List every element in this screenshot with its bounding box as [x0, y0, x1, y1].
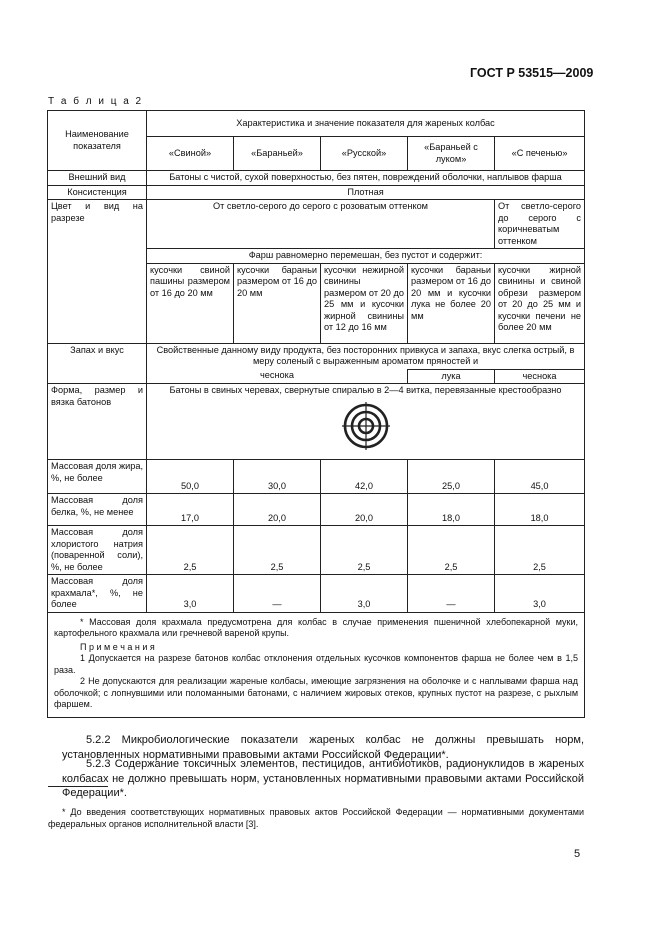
protein-pork: 17,0: [147, 494, 234, 526]
starch-liver: 3,0: [495, 575, 585, 613]
page-number: 5: [574, 848, 581, 860]
smell-garlic-liver: чеснока: [495, 369, 585, 384]
fat-pork: 50,0: [147, 460, 234, 494]
fat-russian: 42,0: [321, 460, 408, 494]
note-1: 1 Допускается на разрезе батонов колбас отклонения отдельных кусочков компонентов фарша не более чем в 1,5 раза.: [54, 653, 579, 675]
salt-liver: 2,5: [495, 526, 585, 575]
col-header-group: Характеристика и значение показателя для жареных колбас: [147, 111, 585, 137]
note-2: 2 Не допускаются для реализации жареные колбасы, имеющие загрязнения на оболочке и с наплывами фарша над оболочкой; с лопнувшими или поломанными батонами, с наличием жировых отеков, крупных пустот на разрезе, с рыхлым фаршем.: [54, 676, 579, 710]
row-label-appearance: Внешний вид: [48, 171, 147, 186]
footnote: * До введения соответствующих нормативных правовых актов Российской Федерации — нормативными документами федеральных органов исполнительной власти [3].: [48, 807, 584, 829]
row-label-protein: Массовая доля белка, %, не менее: [48, 494, 147, 526]
notes-title: П р и м е ч а н и я: [80, 641, 155, 652]
row-label-salt: Массовая доля хлористого натрия (поваренной соли), %, не более: [48, 526, 147, 575]
sausage-requirements-table: [47, 110, 585, 718]
starch-mutton-onion: —: [408, 575, 495, 613]
fat-mutton-onion: 25,0: [408, 460, 495, 494]
pieces-pork: кусочки свиной пашины размером от 16 до 20 мм: [147, 263, 234, 343]
starch-pork: 3,0: [147, 575, 234, 613]
smell-onion: лука: [408, 369, 495, 384]
salt-mutton-onion: 2,5: [408, 526, 495, 575]
color-liver-value: От светло-серого до серого с коричневатым оттенком: [495, 200, 585, 249]
note-starch: * Массовая доля крахмала предусмотрена для колбас в случае применения пшеничной хлебопекарной муки, картофельного крахмала или гречневой вареной крупы.: [54, 616, 579, 639]
salt-mutton: 2,5: [234, 526, 321, 575]
pieces-mutton: кусочки бараньи размером от 16 до 20 мм: [234, 263, 321, 343]
paragraph-5-2-3-container: [62, 757, 584, 801]
col-header-mutton-onion: «Бараньей с луком»: [408, 137, 495, 171]
row-label-smell: Запах и вкус: [48, 343, 147, 384]
shape-cell: [147, 384, 585, 460]
salt-pork: 2,5: [147, 526, 234, 575]
table-notes: [48, 612, 585, 717]
starch-russian: 3,0: [321, 575, 408, 613]
consistency-value: Плотная: [147, 185, 585, 200]
pieces-mutton-onion: кусочки бараньи размером от 16 до 20 мм и кусочки лука не более 20 мм: [408, 263, 495, 343]
row-label-starch: Массовая доля крахмала*, %, не более: [48, 575, 147, 613]
col-header-mutton: «Бараньей»: [234, 137, 321, 171]
shape-value: Батоны в свиных черевах, свернутые спиралью в 2—4 витка, перевязанные крестообразно: [169, 385, 562, 395]
row-label-fat: Массовая доля жира, %, не более: [48, 460, 147, 494]
pieces-russian: кусочки нежирной свинины размером от 20 до 25 мм и кусочки жирной свинины от 12 до 16 мм: [321, 263, 408, 343]
protein-russian: 20,0: [321, 494, 408, 526]
footnote-divider: [48, 786, 108, 787]
spiral-sausage-drawing: [341, 401, 391, 451]
paragraph-5-2-3: 5.2.3 Содержание токсичных элементов, пестицидов, антибиотиков, радионуклидов в жареных колбасах не должно превышать норм, установленных нормативными правовыми актами Российской Федерации*.: [62, 758, 584, 800]
row-label-color: Цвет и вид на разрезе: [48, 200, 147, 344]
paragraph-5-2-2: 5.2.2 Микробиологические показатели жареных колбас не должны превышать норм, установленных нормативными правовыми актами Российской Федерации*.: [62, 734, 584, 761]
protein-liver: 18,0: [495, 494, 585, 526]
pieces-liver: кусочки жирной свинины и свиной обрези размером от 20 до 25 мм и кусочки печени не более 20 мм: [495, 263, 585, 343]
col-header-russian: «Русской»: [321, 137, 408, 171]
protein-mutton-onion: 18,0: [408, 494, 495, 526]
row-label-consistency: Консистенция: [48, 185, 147, 200]
col-header-liver: «С печенью»: [495, 137, 585, 171]
smell-garlic: чеснока: [147, 369, 408, 384]
mince-description: Фарш равномерно перемешан, без пустот и содержит:: [147, 249, 585, 264]
starch-mutton: —: [234, 575, 321, 613]
salt-russian: 2,5: [321, 526, 408, 575]
col-header-parameter: Наименование показателя: [48, 111, 147, 171]
color-common-value: От светло-серого до серого с розоватым оттенком: [147, 200, 495, 249]
table-caption: Т а б л и ц а 2: [48, 96, 144, 107]
col-header-pork: «Свиной»: [147, 137, 234, 171]
document-header: ГОСТ Р 53515—2009: [470, 66, 594, 80]
appearance-value: Батоны с чистой, сухой поверхностью, без пятен, повреждений оболочки, наплывов фарша: [147, 171, 585, 186]
row-label-shape: Форма, размер и вязка батонов: [48, 384, 147, 460]
smell-value: Свойственные данному виду продукта, без посторонних привкуса и запаха, вкус слегка острый, в меру соленый с выраженным ароматом пряностей и: [147, 343, 585, 369]
protein-mutton: 20,0: [234, 494, 321, 526]
fat-mutton: 30,0: [234, 460, 321, 494]
fat-liver: 45,0: [495, 460, 585, 494]
